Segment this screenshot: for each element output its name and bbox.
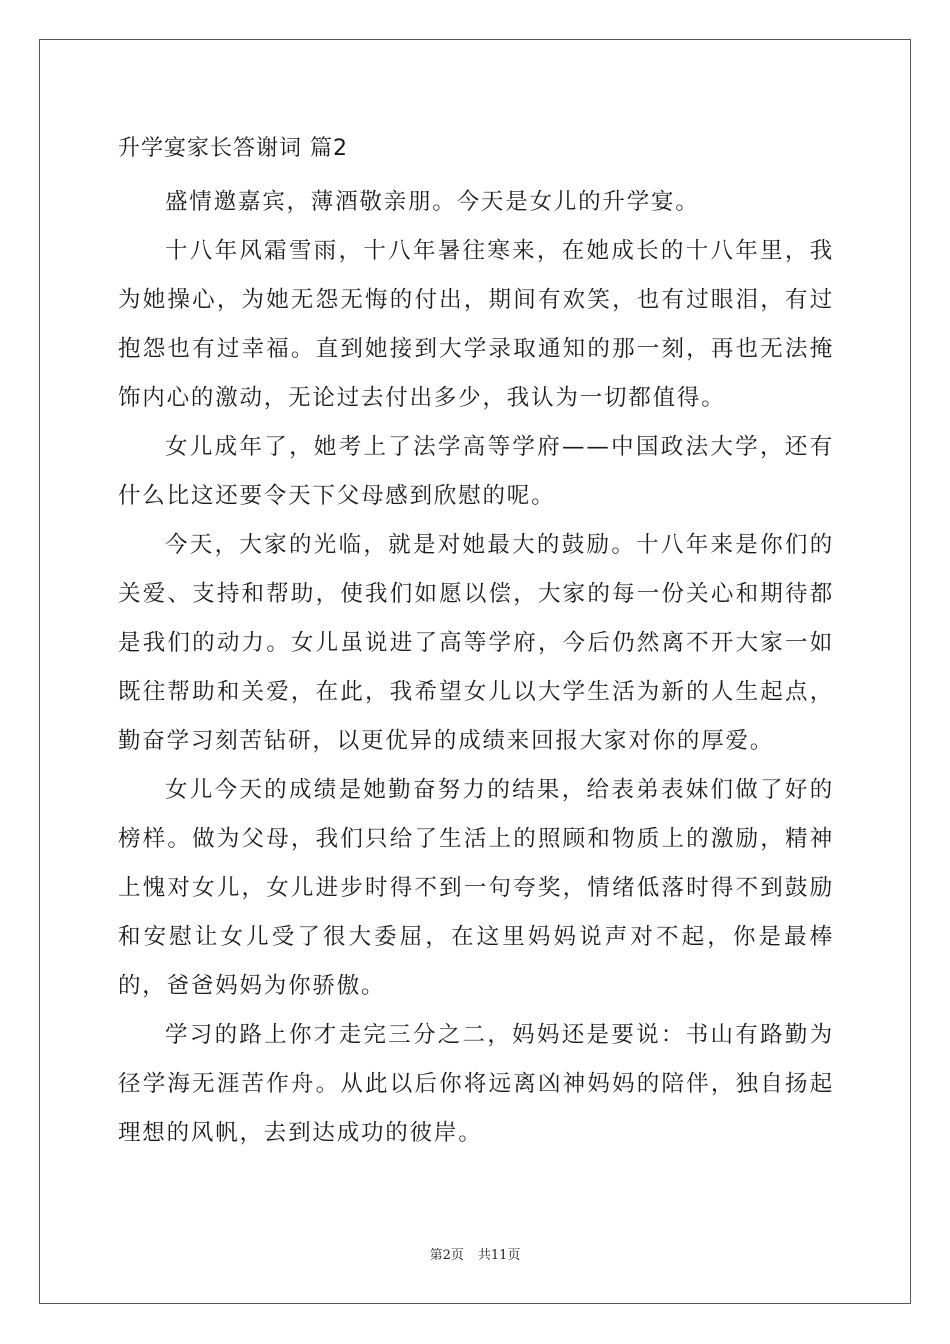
paragraph-5: 女儿今天的成绩是她勤奋努力的结果，给表弟表妹们做了好的榜样。做为父母，我们只给了生活上的照顾和物质上的激励，精神上愧对女儿，女儿进步时得不到一句夸奖，情绪低落时得不到鼓励和安慰让女儿受了很大委屈，在这里妈妈说声对不起，你是最棒的，爸爸妈妈为你骄傲。 bbox=[118, 777, 834, 999]
page-total: 共11页 bbox=[477, 1248, 521, 1263]
paragraph-6: 学习的路上你才走完三分之二，妈妈还是要说：书山有路勤为径学海无涯苦作舟。从此以后你将远离凶神妈妈的陪伴，独自扬起理想的风帆，去到达成功的彼岸。 bbox=[118, 1022, 834, 1146]
page-footer bbox=[0, 1246, 950, 1266]
paragraph-1: 盛情邀嘉宾，薄酒敬亲朋。今天是女儿的升学宴。 bbox=[165, 189, 700, 215]
paragraph-4: 今天，大家的光临，就是对她最大的鼓励。十八年来是你们的关爱、支持和帮助，使我们如愿以偿，大家的每一份关心和期待都是我们的动力。女儿虽说进了高等学府，今后仍然离不开大家一如既往帮助和关爱，在此，我希望女儿以大学生活为新的人生起点，勤奋学习刻苦钻研，以更优异的成绩来回报大家对你的厚爱。 bbox=[118, 532, 834, 754]
document-body bbox=[118, 128, 834, 1158]
page-number: 第2页 bbox=[429, 1248, 464, 1263]
paragraph-3: 女儿成年了，她考上了法学高等学府——中国政法大学，还有什么比这还要令天下父母感到欣慰的呢。 bbox=[118, 434, 834, 509]
paragraph-2: 十八年风霜雪雨，十八年暑往寒来，在她成长的十八年里，我为她操心，为她无怨无悔的付出，期间有欢笑，也有过眼泪，有过抱怨也有过幸福。直到她接到大学录取通知的那一刻，再也无法掩饰内心的激动，无论过去付出多少，我认为一切都值得。 bbox=[118, 238, 834, 411]
document-title: 升学宴家长答谢词 篇2 bbox=[118, 136, 348, 161]
